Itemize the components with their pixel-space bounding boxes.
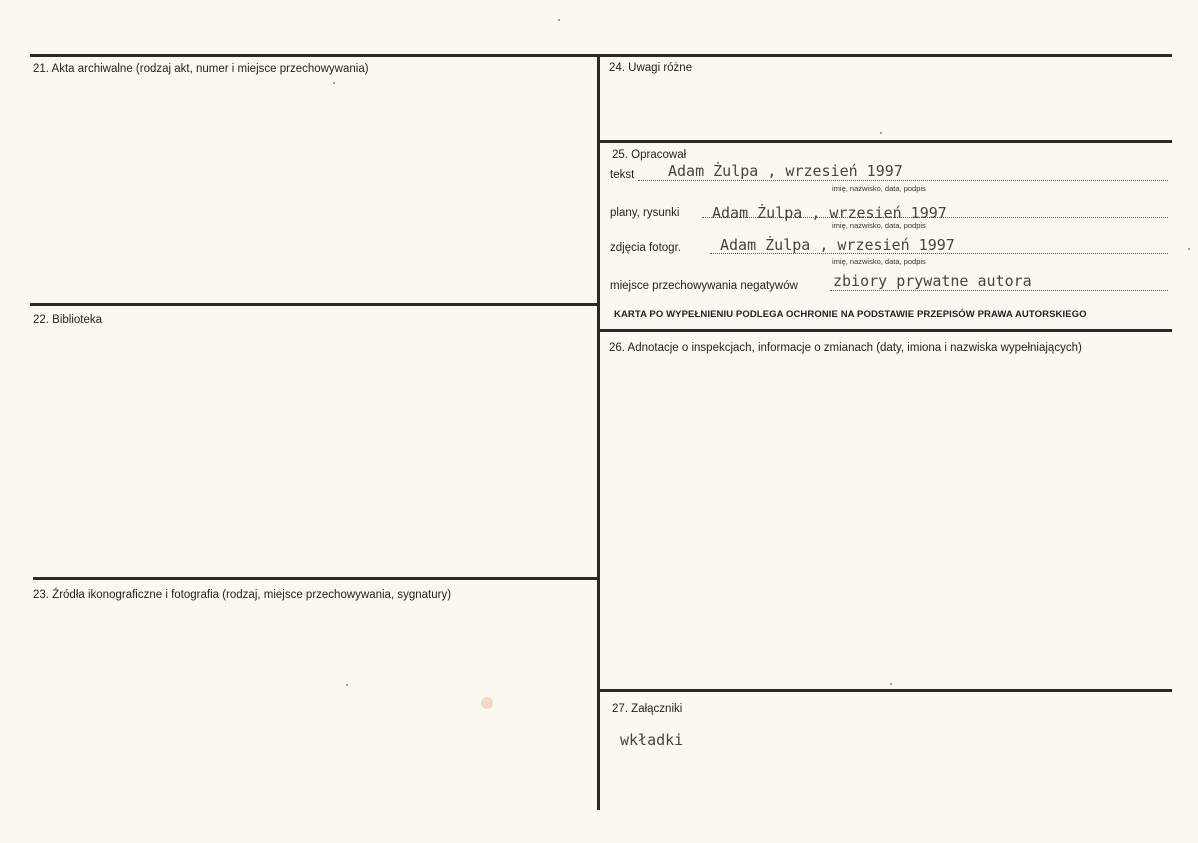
paper-speck — [880, 132, 882, 134]
section-21-label: 21. Akta archiwalne (rodzaj akt, numer i miejsce przechowywania) — [33, 63, 369, 75]
negatywy-label: miejsce przechowywania negatywów — [610, 280, 798, 292]
tekst-label: tekst — [610, 169, 635, 181]
rule-26-27 — [600, 689, 1172, 692]
zdjecia-hint: imię, nazwisko, data, podpis — [832, 257, 926, 266]
copyright-notice: KARTA PO WYPEŁNIENIU PODLEGA OCHRONIE NA PODSTAWIE PRZEPISÓW PRAWA AUTORSKIEGO — [614, 309, 1087, 320]
paper-speck — [1188, 248, 1190, 250]
tekst-value[interactable]: Adam Żulpa , wrzesień 1997 — [668, 162, 903, 180]
negatywy-line — [830, 290, 1168, 291]
section-24-label: 24. Uwagi różne — [609, 62, 693, 74]
section-27-label: 27. Załączniki — [612, 703, 683, 715]
plany-value[interactable]: Adam Żulpa , wrzesień 1997 — [712, 204, 947, 222]
rule-21-22 — [30, 303, 598, 306]
rule-24-25 — [598, 140, 1172, 143]
attachments-value[interactable]: wkładki — [620, 731, 684, 749]
center-divider — [597, 54, 600, 810]
top-rule — [30, 54, 1172, 57]
zdjecia-label: zdjęcia fotogr. — [610, 242, 681, 254]
paper-stain — [481, 697, 493, 709]
paper-speck — [558, 19, 560, 21]
tekst-hint: imię, nazwisko, data, podpis — [832, 184, 926, 193]
paper-speck — [890, 683, 892, 685]
section-23-label: 23. Źródła ikonograficzne i fotografia (rodzaj, miejsce przechowywania, sygnatury) — [33, 589, 452, 601]
section-25-label: 25. Opracował — [612, 149, 687, 161]
rule-22-23 — [33, 577, 598, 580]
plany-hint: imię, nazwisko, data, podpis — [832, 221, 926, 230]
plany-label: plany, rysunki — [610, 207, 680, 219]
tekst-line — [638, 180, 1168, 181]
paper-speck — [333, 82, 335, 84]
section-22-label: 22. Biblioteka — [33, 314, 103, 326]
zdjecia-value[interactable]: Adam Żulpa , wrzesień 1997 — [720, 236, 955, 254]
paper-speck — [346, 684, 348, 686]
negatywy-value[interactable]: zbiory prywatne autora — [833, 272, 1032, 290]
rule-25-26 — [598, 329, 1172, 332]
section-26-label: 26. Adnotacje o inspekcjach, informacje o zmianach (daty, imiona i nazwiska wypełniających) — [609, 342, 1082, 354]
